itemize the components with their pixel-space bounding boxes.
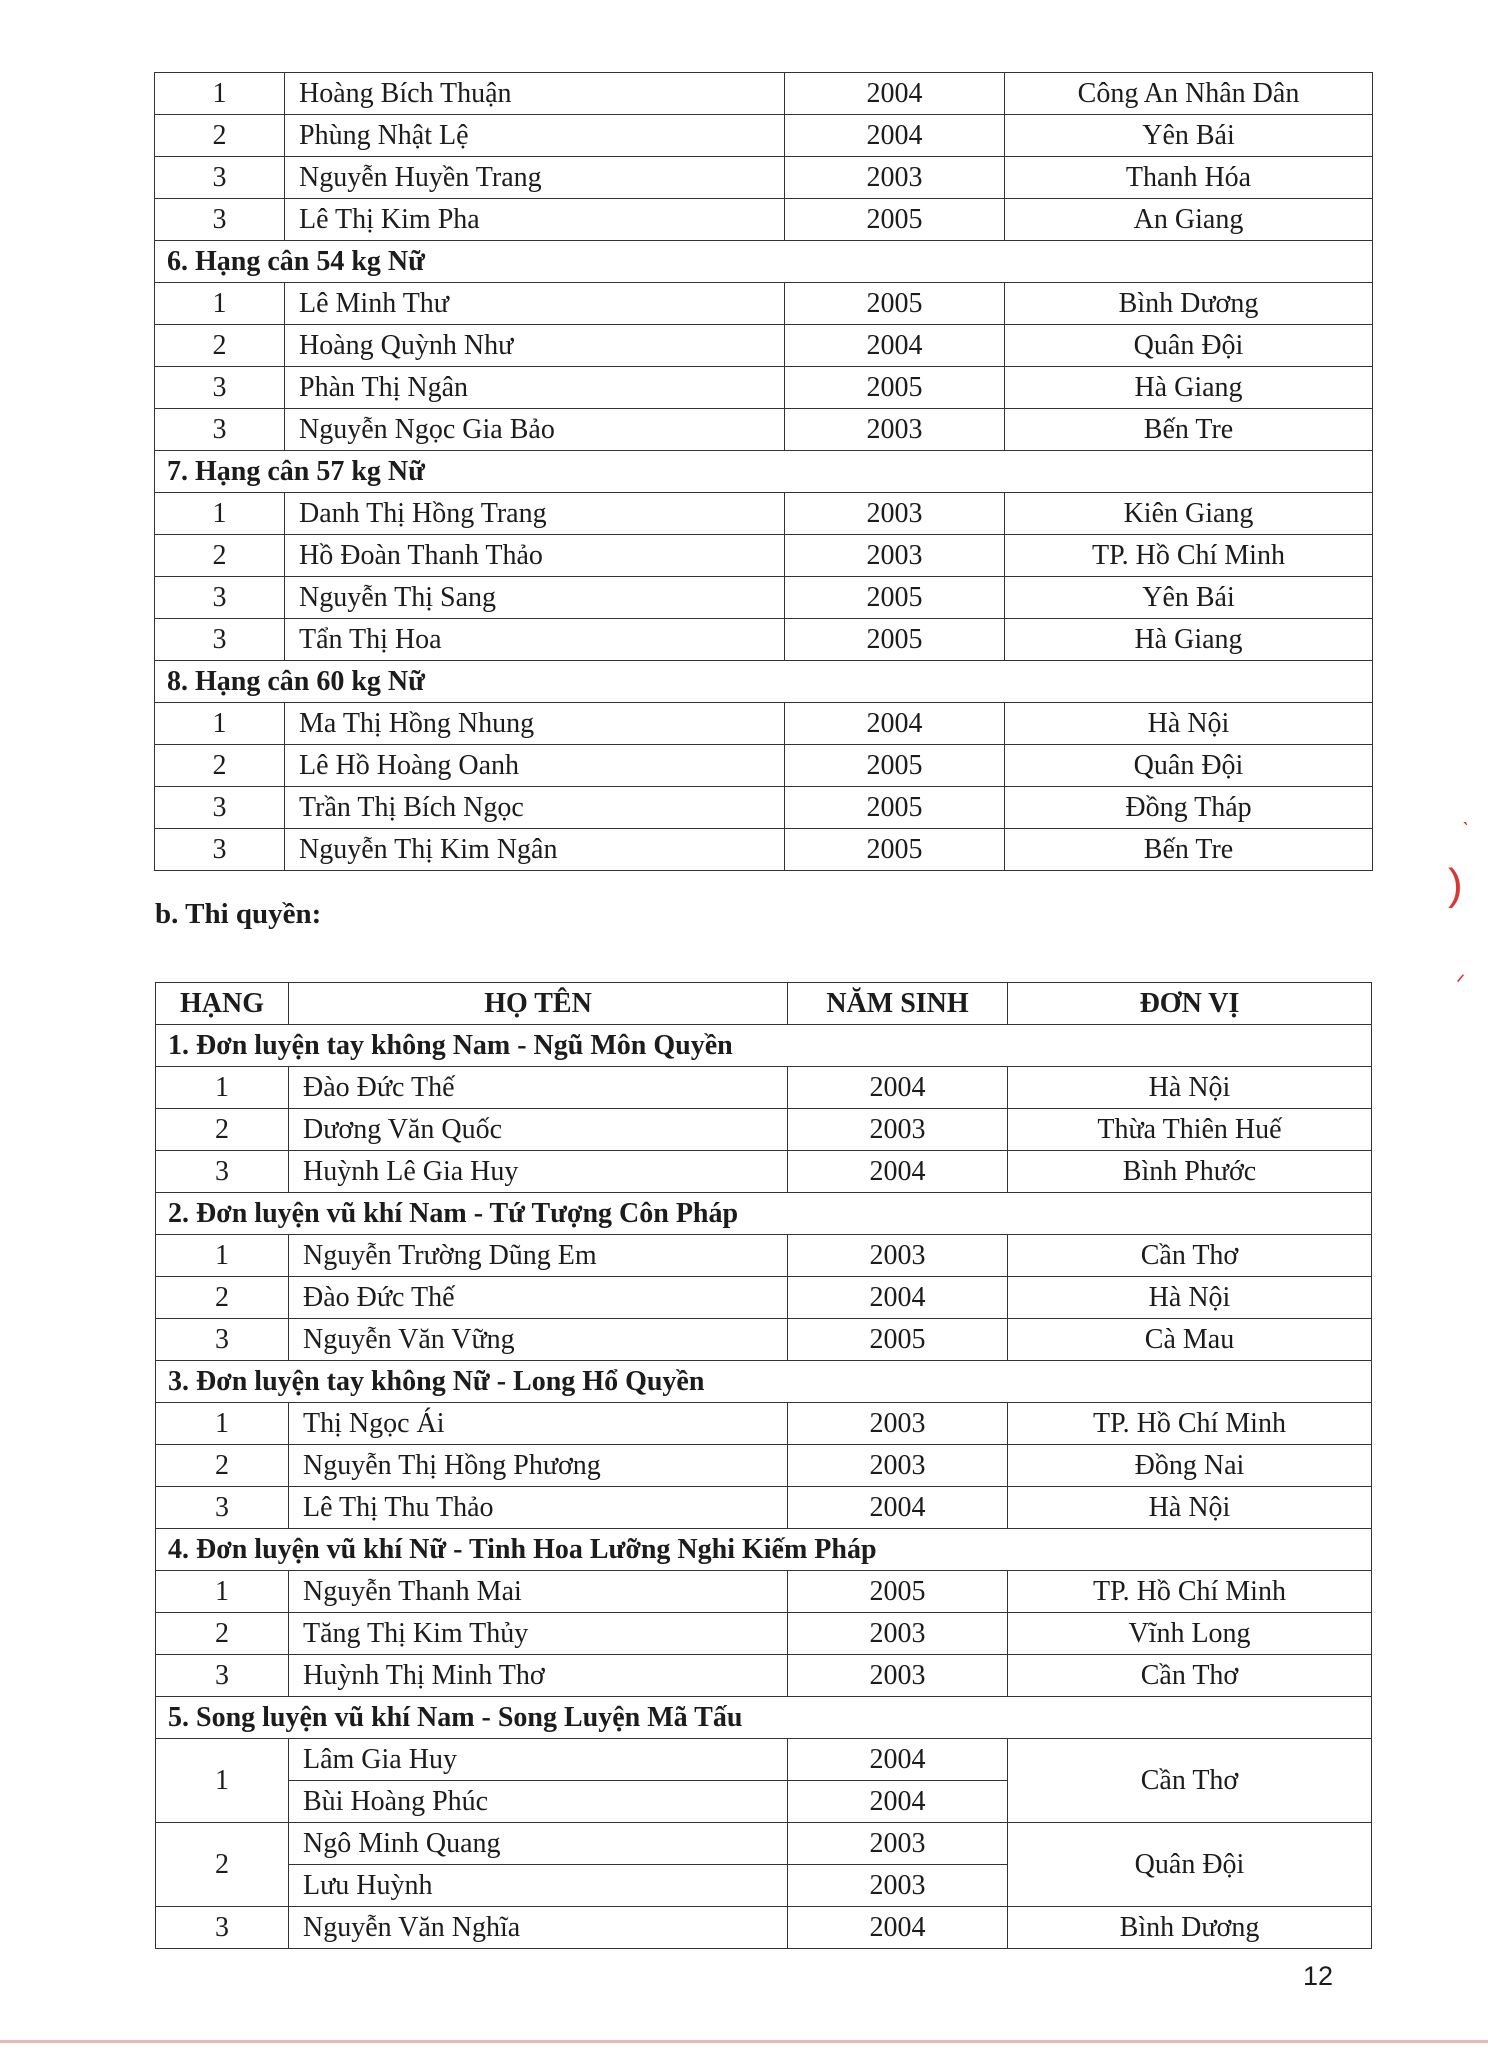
name-cell: Tăng Thị Kim Thủy: [289, 1613, 788, 1655]
unit-cell: Cà Mau: [1008, 1319, 1372, 1361]
unit-cell: Cần Thơ: [1008, 1235, 1372, 1277]
table-row: [155, 325, 1373, 367]
year-cell: 2003: [788, 1655, 1008, 1697]
name-cell: Nguyễn Văn Nghĩa: [289, 1907, 788, 1949]
table-row: [156, 1403, 1372, 1445]
year-cell: 2003: [788, 1445, 1008, 1487]
year-cell: 2004: [785, 73, 1005, 115]
rank-cell: 1: [155, 493, 285, 535]
name-cell: Lê Thị Thu Thảo: [289, 1487, 788, 1529]
unit-cell: Đồng Nai: [1008, 1445, 1372, 1487]
year-cell: 2005: [785, 745, 1005, 787]
table-row: [156, 1151, 1372, 1193]
section-title-row: [155, 241, 1373, 283]
name-cell: Nguyễn Thị Hồng Phương: [289, 1445, 788, 1487]
rank-cell: 3: [155, 829, 285, 871]
unit-cell: Bến Tre: [1005, 409, 1373, 451]
rank-cell: 2: [156, 1277, 289, 1319]
table-row: [156, 1613, 1372, 1655]
section-title-row: [155, 451, 1373, 493]
name-cell: Lưu Huỳnh: [289, 1865, 788, 1907]
unit-cell: Thanh Hóa: [1005, 157, 1373, 199]
unit-cell: Hà Nội: [1005, 703, 1373, 745]
name-cell: Bùi Hoàng Phúc: [289, 1781, 788, 1823]
table-row: [155, 493, 1373, 535]
rank-cell: 1: [156, 1235, 289, 1277]
unit-cell: TP. Hồ Chí Minh: [1008, 1403, 1372, 1445]
margin-tick-icon: ᐟ: [1456, 970, 1466, 995]
unit-cell: Bình Phước: [1008, 1151, 1372, 1193]
name-cell: Đào Đức Thế: [289, 1277, 788, 1319]
year-cell: 2003: [785, 493, 1005, 535]
unit-cell: Yên Bái: [1005, 115, 1373, 157]
page-number: 12: [1303, 1961, 1334, 1991]
table-row: [156, 1571, 1372, 1613]
section-title-row: [156, 1193, 1372, 1235]
name-cell: Ma Thị Hồng Nhung: [285, 703, 785, 745]
subheading-thi-quyen: b. Thi quyền:: [155, 898, 322, 930]
section-title: 1. Đơn luyện tay không Nam - Ngũ Môn Quyền: [156, 1025, 1372, 1067]
table-row: [155, 73, 1373, 115]
year-cell: 2005: [785, 367, 1005, 409]
name-cell: Lê Thị Kim Pha: [285, 199, 785, 241]
table-row: [155, 115, 1373, 157]
table-row: [155, 367, 1373, 409]
year-cell: 2004: [785, 325, 1005, 367]
section-title-row: [156, 1697, 1372, 1739]
table-row: [155, 829, 1373, 871]
year-cell: 2005: [785, 577, 1005, 619]
unit-cell: Yên Bái: [1005, 577, 1373, 619]
unit-cell: An Giang: [1005, 199, 1373, 241]
table2-body: [156, 1025, 1372, 1949]
results-table-forms: [155, 982, 1372, 1949]
unit-cell: Công An Nhân Dân: [1005, 73, 1373, 115]
name-cell: Nguyễn Thị Sang: [285, 577, 785, 619]
table-row: [155, 199, 1373, 241]
table-row: [156, 1109, 1372, 1151]
name-cell: Nguyễn Ngọc Gia Bảo: [285, 409, 785, 451]
table-row: [155, 787, 1373, 829]
rank-cell: 3: [155, 199, 285, 241]
unit-cell: Hà Nội: [1008, 1277, 1372, 1319]
unit-cell: Đồng Tháp: [1005, 787, 1373, 829]
unit-cell: Quân Đội: [1005, 325, 1373, 367]
table-row: [156, 1445, 1372, 1487]
year-cell: 2005: [785, 283, 1005, 325]
unit-cell: TP. Hồ Chí Minh: [1008, 1571, 1372, 1613]
name-cell: Hoàng Quỳnh Như: [285, 325, 785, 367]
year-cell: 2005: [788, 1571, 1008, 1613]
rank-cell: 1: [156, 1739, 289, 1823]
rank-cell: 2: [155, 325, 285, 367]
year-cell: 2005: [785, 829, 1005, 871]
name-cell: Lê Minh Thư: [285, 283, 785, 325]
year-cell: 2004: [788, 1487, 1008, 1529]
unit-cell: Hà Giang: [1005, 367, 1373, 409]
margin-bracket-icon: ): [1448, 860, 1463, 909]
unit-cell: Vĩnh Long: [1008, 1613, 1372, 1655]
unit-cell: TP. Hồ Chí Minh: [1005, 535, 1373, 577]
name-cell: Lâm Gia Huy: [289, 1739, 788, 1781]
unit-cell: Kiên Giang: [1005, 493, 1373, 535]
rank-cell: 1: [156, 1067, 289, 1109]
rank-cell: 2: [155, 745, 285, 787]
rank-cell: 1: [155, 703, 285, 745]
year-cell: 2004: [788, 1067, 1008, 1109]
rank-cell: 3: [155, 619, 285, 661]
rank-cell: 2: [156, 1109, 289, 1151]
unit-cell: Cần Thơ: [1008, 1655, 1372, 1697]
table-row: [156, 1823, 1372, 1865]
unit-cell: Cần Thơ: [1008, 1739, 1372, 1823]
table-row: [155, 619, 1373, 661]
unit-cell: Quân Đội: [1008, 1823, 1372, 1907]
margin-mark-icon: ˋ: [1462, 818, 1470, 843]
rank-cell: 1: [156, 1571, 289, 1613]
year-cell: 2004: [788, 1277, 1008, 1319]
unit-cell: Bình Dương: [1005, 283, 1373, 325]
rank-cell: 2: [155, 115, 285, 157]
name-cell: Danh Thị Hồng Trang: [285, 493, 785, 535]
unit-cell: Bình Dương: [1008, 1907, 1372, 1949]
name-cell: Đào Đức Thế: [289, 1067, 788, 1109]
year-cell: 2003: [785, 409, 1005, 451]
table-row: [156, 1067, 1372, 1109]
section-title: 8. Hạng cân 60 kg Nữ: [155, 661, 1373, 703]
section-title-row: [156, 1361, 1372, 1403]
year-cell: 2004: [785, 703, 1005, 745]
table-row: [156, 1277, 1372, 1319]
year-cell: 2003: [788, 1823, 1008, 1865]
year-cell: 2004: [788, 1739, 1008, 1781]
name-cell: Nguyễn Trường Dũng Em: [289, 1235, 788, 1277]
year-cell: 2005: [788, 1319, 1008, 1361]
year-cell: 2003: [788, 1235, 1008, 1277]
section-title: 2. Đơn luyện vũ khí Nam - Tứ Tượng Côn Pháp: [156, 1193, 1372, 1235]
table-row: [155, 283, 1373, 325]
table-row: [155, 535, 1373, 577]
name-cell: Huỳnh Thị Minh Thơ: [289, 1655, 788, 1697]
rank-cell: 3: [155, 409, 285, 451]
year-cell: 2003: [788, 1403, 1008, 1445]
name-cell: Ngô Minh Quang: [289, 1823, 788, 1865]
unit-cell: Hà Nội: [1008, 1067, 1372, 1109]
unit-cell: Bến Tre: [1005, 829, 1373, 871]
rank-cell: 3: [155, 157, 285, 199]
year-cell: 2004: [785, 115, 1005, 157]
year-cell: 2003: [788, 1865, 1008, 1907]
section-title-row: [156, 1529, 1372, 1571]
header-unit: ĐƠN VỊ: [1008, 983, 1372, 1025]
name-cell: Nguyễn Thị Kim Ngân: [285, 829, 785, 871]
section-title: 5. Song luyện vũ khí Nam - Song Luyện Mã Tấu: [156, 1697, 1372, 1739]
rank-cell: 1: [156, 1403, 289, 1445]
results-table-weight-classes: [154, 72, 1373, 871]
rank-cell: 2: [156, 1445, 289, 1487]
name-cell: Nguyễn Thanh Mai: [289, 1571, 788, 1613]
table-row: [156, 1235, 1372, 1277]
unit-cell: Quân Đội: [1005, 745, 1373, 787]
section-title-row: [156, 1025, 1372, 1067]
year-cell: 2003: [788, 1613, 1008, 1655]
section-title: 3. Đơn luyện tay không Nữ - Long Hổ Quyền: [156, 1361, 1372, 1403]
unit-cell: Thừa Thiên Huế: [1008, 1109, 1372, 1151]
name-cell: Hoàng Bích Thuận: [285, 73, 785, 115]
year-cell: 2005: [785, 199, 1005, 241]
rank-cell: 3: [155, 367, 285, 409]
name-cell: Huỳnh Lê Gia Huy: [289, 1151, 788, 1193]
header-name: HỌ TÊN: [289, 983, 788, 1025]
table-row: [156, 1655, 1372, 1697]
rank-cell: 1: [155, 283, 285, 325]
year-cell: 2003: [788, 1109, 1008, 1151]
rank-cell: 3: [156, 1319, 289, 1361]
table1-body: [155, 73, 1373, 871]
name-cell: Nguyễn Văn Vững: [289, 1319, 788, 1361]
unit-cell: Hà Giang: [1005, 619, 1373, 661]
section-title: 7. Hạng cân 57 kg Nữ: [155, 451, 1373, 493]
name-cell: Trần Thị Bích Ngọc: [285, 787, 785, 829]
table-row: [155, 157, 1373, 199]
table-row: [156, 1319, 1372, 1361]
page-bottom-edge: [0, 2040, 1488, 2043]
table-row: [155, 577, 1373, 619]
year-cell: 2003: [785, 535, 1005, 577]
rank-cell: 3: [156, 1487, 289, 1529]
name-cell: Nguyễn Huyền Trang: [285, 157, 785, 199]
year-cell: 2004: [788, 1781, 1008, 1823]
year-cell: 2005: [785, 787, 1005, 829]
rank-cell: 2: [156, 1613, 289, 1655]
header-rank: HẠNG: [156, 983, 289, 1025]
section-title-row: [155, 661, 1373, 703]
rank-cell: 1: [155, 73, 285, 115]
name-cell: Phùng Nhật Lệ: [285, 115, 785, 157]
rank-cell: 3: [156, 1151, 289, 1193]
section-title: 6. Hạng cân 54 kg Nữ: [155, 241, 1373, 283]
year-cell: 2004: [788, 1907, 1008, 1949]
rank-cell: 3: [156, 1907, 289, 1949]
table-row: [155, 745, 1373, 787]
name-cell: Tẩn Thị Hoa: [285, 619, 785, 661]
section-title: 4. Đơn luyện vũ khí Nữ - Tinh Hoa Lưỡng Nghi Kiếm Pháp: [156, 1529, 1372, 1571]
header-year: NĂM SINH: [788, 983, 1008, 1025]
table-row: [155, 703, 1373, 745]
year-cell: 2005: [785, 619, 1005, 661]
table-header-row: [156, 983, 1372, 1025]
table-row: [156, 1487, 1372, 1529]
table-row: [156, 1907, 1372, 1949]
table-row: [156, 1739, 1372, 1781]
name-cell: Hồ Đoàn Thanh Thảo: [285, 535, 785, 577]
year-cell: 2003: [785, 157, 1005, 199]
unit-cell: Hà Nội: [1008, 1487, 1372, 1529]
rank-cell: 3: [155, 787, 285, 829]
name-cell: Dương Văn Quốc: [289, 1109, 788, 1151]
name-cell: Thị Ngọc Ái: [289, 1403, 788, 1445]
rank-cell: 3: [156, 1655, 289, 1697]
table-row: [155, 409, 1373, 451]
rank-cell: 3: [155, 577, 285, 619]
rank-cell: 2: [155, 535, 285, 577]
name-cell: Phàn Thị Ngân: [285, 367, 785, 409]
name-cell: Lê Hồ Hoàng Oanh: [285, 745, 785, 787]
year-cell: 2004: [788, 1151, 1008, 1193]
rank-cell: 2: [156, 1823, 289, 1907]
